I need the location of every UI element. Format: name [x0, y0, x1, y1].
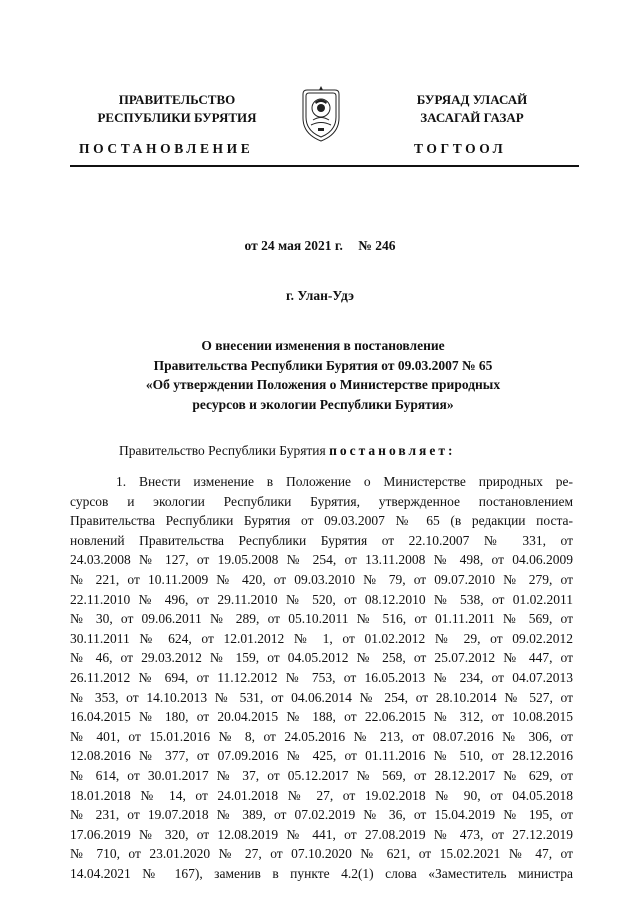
body-line: 24.03.2008 № 127, от 19.05.2008 № 254, от 13.11.2008 № 498, от 04.06.2009 — [70, 552, 573, 568]
body-line: сурсов и экологии Республики Бурятия, утвержденное постановлением — [70, 493, 573, 509]
body-line: 16.04.2015 № 180, от 20.04.2015 № 188, от 22.06.2015 № 312, от 10.08.2015 — [70, 709, 573, 725]
title-line: Правительства Республики Бурятия от 09.03.2007 № 65 — [153, 357, 493, 373]
body-line: № 401, от 15.01.2016 № 8, от 24.05.2016 № 213, от 08.07.2016 № 306, от — [70, 728, 573, 744]
body-line: 1. Внести изменение в Положение о Министерстве природных ре- — [116, 474, 573, 489]
body-line: Правительства Республики Бурятия от 09.03.2007 № 65 (в редакции поста- — [70, 513, 573, 529]
body-line: 17.06.2019 № 320, от 12.08.2019 № 441, от 27.08.2019 № 473, от 27.12.2019 — [70, 826, 573, 842]
body-line: № 353, от 14.10.2013 № 531, от 04.06.2014 № 254, от 28.10.2014 № 527, от — [70, 689, 573, 705]
body-line: 26.11.2012 № 694, от 11.12.2012 № 753, от 16.05.2013 № 234, от 04.07.2013 — [70, 669, 573, 685]
government-name-line1: ПРАВИТЕЛЬСТВО — [118, 92, 236, 107]
body-line: 18.01.2018 № 14, от 24.01.2018 № 27, от 19.02.2018 № 90, от 04.05.2018 — [70, 787, 573, 803]
body-line: № 710, от 23.01.2020 № 27, от 07.10.2020 № 621, от 15.02.2021 № 47, от — [70, 846, 573, 862]
header-left-block — [80, 91, 274, 127]
document-title — [100, 336, 546, 414]
preamble-resolves: постановляет: — [329, 443, 456, 458]
header-right-block — [372, 91, 572, 127]
body-line: № 221, от 10.11.2009 № 420, от 09.03.2010 № 79, от 09.07.2010 № 279, от — [70, 571, 573, 587]
title-line: «Об утверждении Положения о Министерстве природных — [145, 377, 501, 392]
document-city: г. Улан-Удэ — [286, 288, 354, 303]
body-line: № 46, от 29.03.2012 № 159, от 04.05.2012 № 258, от 25.07.2012 № 447, от — [70, 650, 573, 666]
header-divider — [70, 165, 579, 167]
decree-label-buryat: ТОГТООЛ — [414, 141, 507, 156]
body-line: новлений Правительства Республики Бурятия от 22.10.2007 № 331, от — [70, 532, 573, 548]
body-line: 12.08.2016 № 377, от 07.09.2016 № 425, от 01.11.2016 № 510, от 28.12.2016 — [70, 748, 573, 764]
government-name-buryat-line1: БУРЯАД УЛАСАЙ — [416, 92, 528, 107]
title-line: О внесении изменения в постановление — [201, 338, 445, 353]
body-line: № 231, от 19.07.2018 № 389, от 07.02.2019 № 36, от 15.04.2019 № 195, от — [70, 807, 573, 823]
coat-of-arms-emblem-icon — [299, 84, 343, 144]
document-number: № 246 — [358, 238, 396, 253]
title-line: ресурсов и экологии Республики Бурятия» — [192, 396, 454, 412]
body-line: № 614, от 30.01.2017 № 37, от 05.12.2017 № 569, от 28.12.2017 № 629, от — [70, 767, 573, 783]
body-line: 22.11.2010 № 496, от 29.11.2010 № 520, от 08.12.2010 № 538, от 01.02.2011 — [70, 591, 573, 607]
document-body — [70, 472, 573, 883]
preamble — [119, 443, 455, 459]
government-name-buryat-line2: ЗАСАГАЙ ГАЗАР — [420, 110, 524, 125]
body-line: № 30, от 09.06.2011 № 289, от 05.10.2011 № 516, от 01.11.2011 № 569, от — [70, 611, 573, 627]
document-date: от 24 мая 2021 г. — [244, 238, 343, 253]
decree-label-russian: ПОСТАНОВЛЕНИЕ — [79, 141, 254, 156]
body-line: 14.04.2021 № 167), заменив в пункте 4.2(1) слова «Заместитель министра — [70, 865, 573, 881]
government-name-line2: РЕСПУБЛИКИ БУРЯТИЯ — [97, 110, 257, 125]
preamble-text: Правительство Республики Бурятия — [119, 443, 330, 458]
document-date-line — [0, 238, 640, 254]
body-line: 30.11.2011 № 624, от 12.01.2012 № 1, от 01.02.2012 № 29, от 09.02.2012 — [70, 630, 573, 646]
